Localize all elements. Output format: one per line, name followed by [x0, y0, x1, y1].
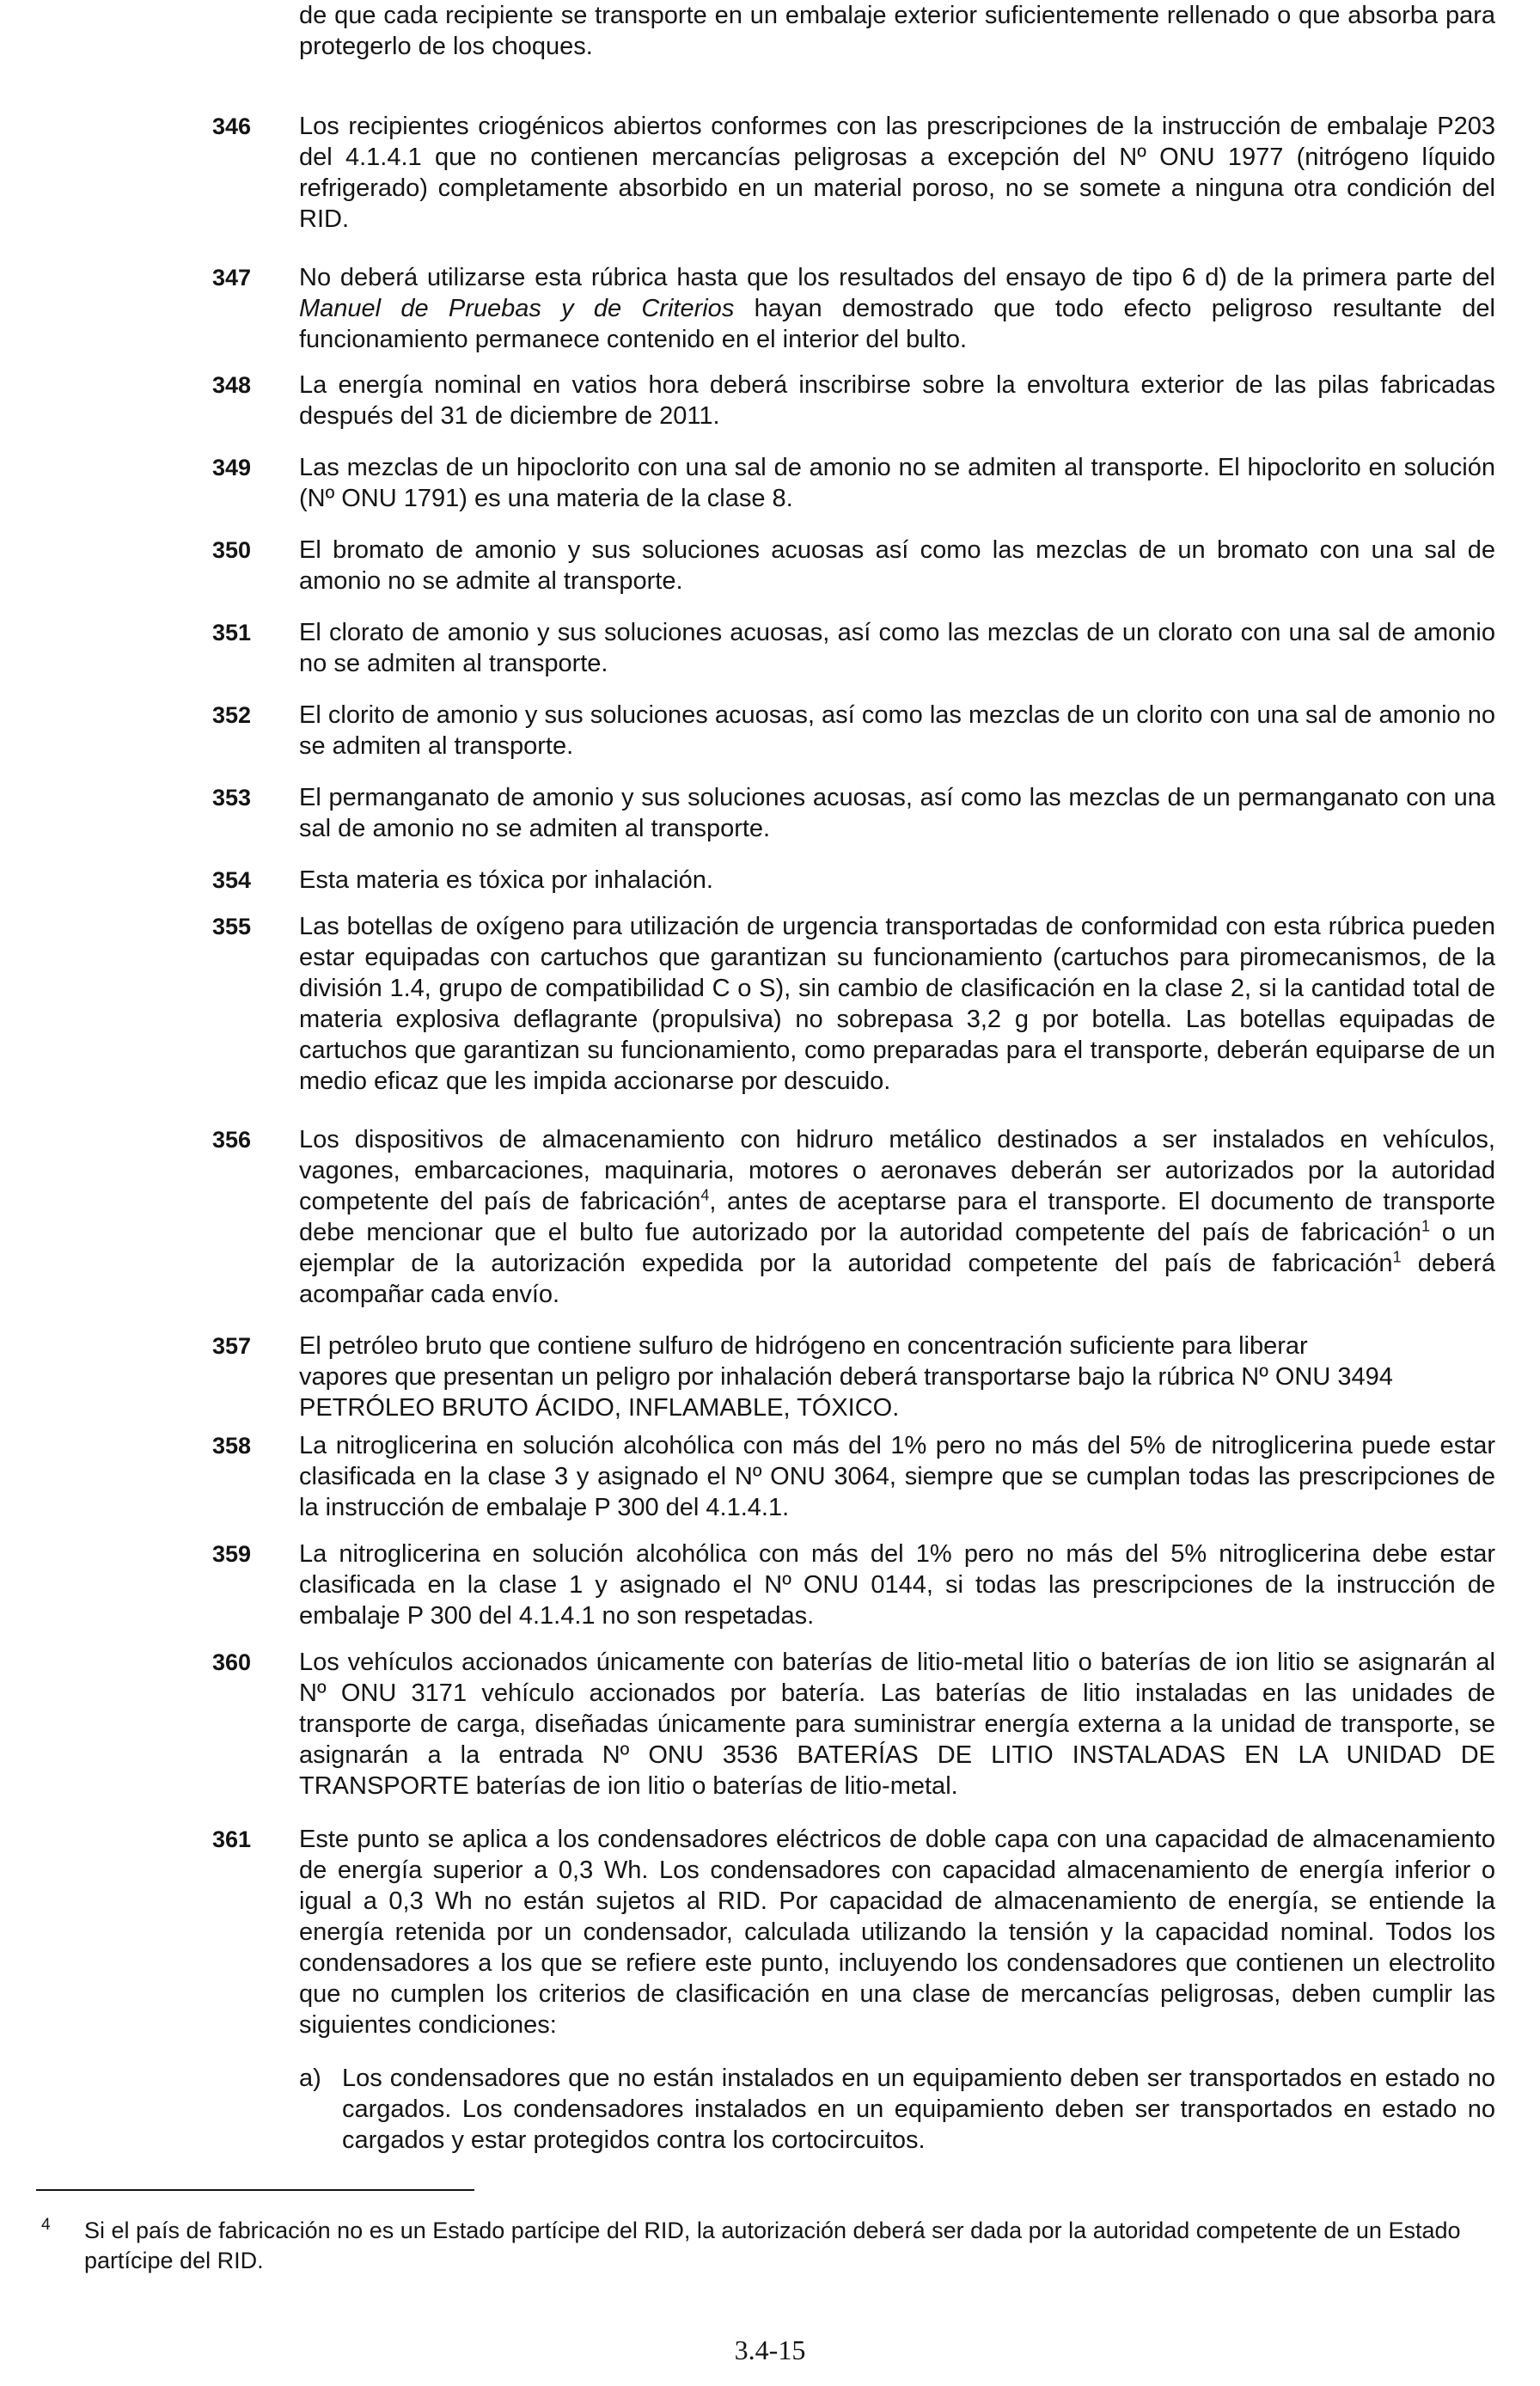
- entry-line: El petróleo bruto que contiene sulfuro de hidrógeno en concentración suficiente para liberar: [299, 1332, 1308, 1360]
- footnote-mark: 4: [41, 2216, 51, 2234]
- footnote-ref[interactable]: 1: [1392, 1248, 1402, 1266]
- entry-number: 351: [212, 620, 252, 645]
- entry-line: PETRÓLEO BRUTO ÁCIDO, INFLAMABLE, TÓXICO.: [299, 1394, 900, 1422]
- intro-paragraph: de que cada recipiente se transporte en un embalaje exterior suficientemente rellenado o que absorba para protegerlo de los choques.: [299, 2, 1495, 60]
- subitem-label: a): [299, 2065, 321, 2092]
- entry-line: vapores que presentan un peligro por inhalación deberá transportarse bajo la rúbrica Nº ONU 3494: [299, 1363, 1393, 1391]
- entry-number: 361: [212, 1826, 252, 1852]
- entry-text: El permanganato de amonio y sus soluciones acuosas, así como las mezclas de un permanganato con una sal de amonio no se admiten al transporte.: [299, 784, 1495, 842]
- footnote-ref[interactable]: 1: [1421, 1217, 1430, 1235]
- entry-text: La energía nominal en vatios hora deberá inscribirse sobre la envoltura exterior de las pilas fabricadas después del 31 de diciembre de 2011.: [299, 371, 1495, 430]
- footnote-ref[interactable]: 4: [700, 1186, 710, 1204]
- entry-number: 350: [212, 537, 252, 563]
- entry-text: Los vehículos accionados únicamente con baterías de litio-metal litio o baterías de ion litio se asignarán al Nº ONU 3171 vehículo accionados por batería. Las baterías de litio instaladas en las unidades de transporte de carga, diseñadas únicamente para suministrar energía externa a la unidad de transporte, se asignarán a la entrada Nº ONU 3536 BATERÍAS DE LITIO INSTALADAS EN LA UNIDAD DE TRANSPORTE baterías de ion litio o baterías de litio-metal.: [299, 1649, 1495, 1800]
- footnote-text: Si el país de fabricación no es un Estado partícipe del RID, la autorización deberá ser dada por la autoridad competente de un Estado partícipe del RID.: [84, 2218, 1461, 2273]
- entry-text: Los recipientes criogénicos abiertos conformes con las prescripciones de la instrucción de embalaje P203 del 4.1.4.1 que no contienen mercancías peligrosas a excepción del Nº ONU 1977 (nitrógeno líquido refrigerado) completamente absorbido en un material poroso, no se somete a ninguna otra condición del RID.: [299, 113, 1495, 233]
- entry-number: 360: [212, 1649, 252, 1675]
- entry-text-part: No deberá utilizarse esta rúbrica hasta que los resultados del ensayo de tipo 6 d) de la primera parte del: [299, 264, 1495, 291]
- entry-text-part: hayan demostrado que todo efecto peligroso resultante del funcionamiento permanece contenido en el interior del bulto.: [299, 295, 1495, 353]
- entry-text: Las mezclas de un hipoclorito con una sal de amonio no se admiten al transporte. El hipoclorito en solución (Nº ONU 1791) es una materia de la clase 8.: [299, 454, 1495, 512]
- entry-number: 346: [212, 113, 252, 139]
- subitem-text: Los condensadores que no están instalados en un equipamiento deben ser transportados en estado no cargados. Los condensadores instalados en un equipamiento deben ser transportados en estado no cargados y estar protegidos contra los cortocircuitos.: [342, 2065, 1495, 2154]
- entry-text-part: , antes de aceptarse para el transporte. El documento de transporte debe mencionar que el bulto fue autorizado por la autoridad competente del país de fabricación: [299, 1188, 1495, 1246]
- page-number: 3.4-15: [734, 2334, 806, 2365]
- entry-number: 353: [212, 785, 252, 811]
- entry-text: [299, 262, 1495, 355]
- entry-number: 355: [212, 914, 252, 939]
- entry-text: Las botellas de oxígeno para utilización de urgencia transportadas de conformidad con esta rúbrica pueden estar equipadas con cartuchos que garantizan su funcionamiento (cartuchos para piromecanismos, de la división 1.4, grupo de compatibilidad C o S), sin cambio de clasificación en la clase 2, si la cantidad total de materia explosiva deflagrante (propulsiva) no sobrepasa 3,2 g por botella. Las botellas equipadas de cartuchos que garantizan su funcionamiento, como preparadas para el transporte, deberán equiparse de un medio eficaz que les impida accionarse por descuido.: [299, 913, 1495, 1095]
- entry-text: El clorito de amonio y sus soluciones acuosas, así como las mezclas de un clorito con una sal de amonio no se admiten al transporte.: [299, 701, 1495, 760]
- entry-text-part: o un ejemplar de la autorización expedida por la autoridad competente del país de fabricación: [299, 1219, 1496, 1277]
- entry-number: 349: [212, 455, 252, 480]
- entry-number: 359: [212, 1541, 252, 1567]
- entry-text: El bromato de amonio y sus soluciones acuosas así como las mezclas de un bromato con una sal de amonio no se admite al transporte.: [299, 536, 1495, 595]
- entry-text: Este punto se aplica a los condensadores eléctricos de doble capa con una capacidad de almacenamiento de energía superior a 0,3 Wh. Los condensadores con capacidad almacenamiento de energía inferior o igual a 0,3 Wh no están sujetos al RID. Por capacidad de almacenamiento de energía, se entiende la energía retenida por un condensador, calculada utilizando la tensión y la capacidad nominal. Todos los condensadores a los que se refiere este punto, incluyendo los condensadores que contienen un electrolito que no cumplen los criterios de clasificación en una clase de mercancías peligrosas, deben cumplir las siguientes condiciones:: [299, 1826, 1495, 2039]
- entry-text: [299, 1331, 1495, 1423]
- entry-number: 347: [212, 265, 252, 291]
- entry-number: 348: [212, 372, 252, 398]
- entry-text-part: Los dispositivos de almacenamiento con hidruro metálico destinados a ser instalados en vehículos, vagones, embarcaciones, maquinaria, motores o aeronaves deberán ser autorizados por la autoridad competente del país de fabricación: [299, 1126, 1495, 1215]
- entry-number: 354: [212, 867, 252, 893]
- footnote-separator: [36, 2189, 474, 2191]
- entry-text: La nitroglicerina en solución alcohólica con más del 1% pero no más del 5% de nitroglicerina puede estar clasificada en la clase 3 y asignado el Nº ONU 3064, siempre que se cumplan todas las prescripciones de la instrucción de embalaje P 300 del 4.1.4.1.: [299, 1432, 1495, 1521]
- entry-text-part: deberá acompañar cada envío.: [299, 1250, 1495, 1308]
- entry-text: La nitroglicerina en solución alcohólica con más del 1% pero no más del 5% nitroglicerina debe estar clasificada en la clase 1 y asignado el Nº ONU 0144, si todas las prescripciones de la instrucción de embalaje P 300 del 4.1.4.1 no son respetadas.: [299, 1540, 1495, 1630]
- entry-number: 357: [212, 1333, 252, 1359]
- entry-text: Esta materia es tóxica por inhalación.: [299, 866, 713, 894]
- document-title-italic: Manuel de Pruebas y de Criterios: [299, 295, 735, 322]
- entry-text: [299, 1124, 1495, 1310]
- entry-number: 352: [212, 702, 252, 728]
- entry-text: El clorato de amonio y sus soluciones acuosas, así como las mezclas de un clorato con una sal de amonio no se admiten al transporte.: [299, 619, 1495, 677]
- entry-number: 356: [212, 1127, 252, 1153]
- entry-number: 358: [212, 1433, 252, 1459]
